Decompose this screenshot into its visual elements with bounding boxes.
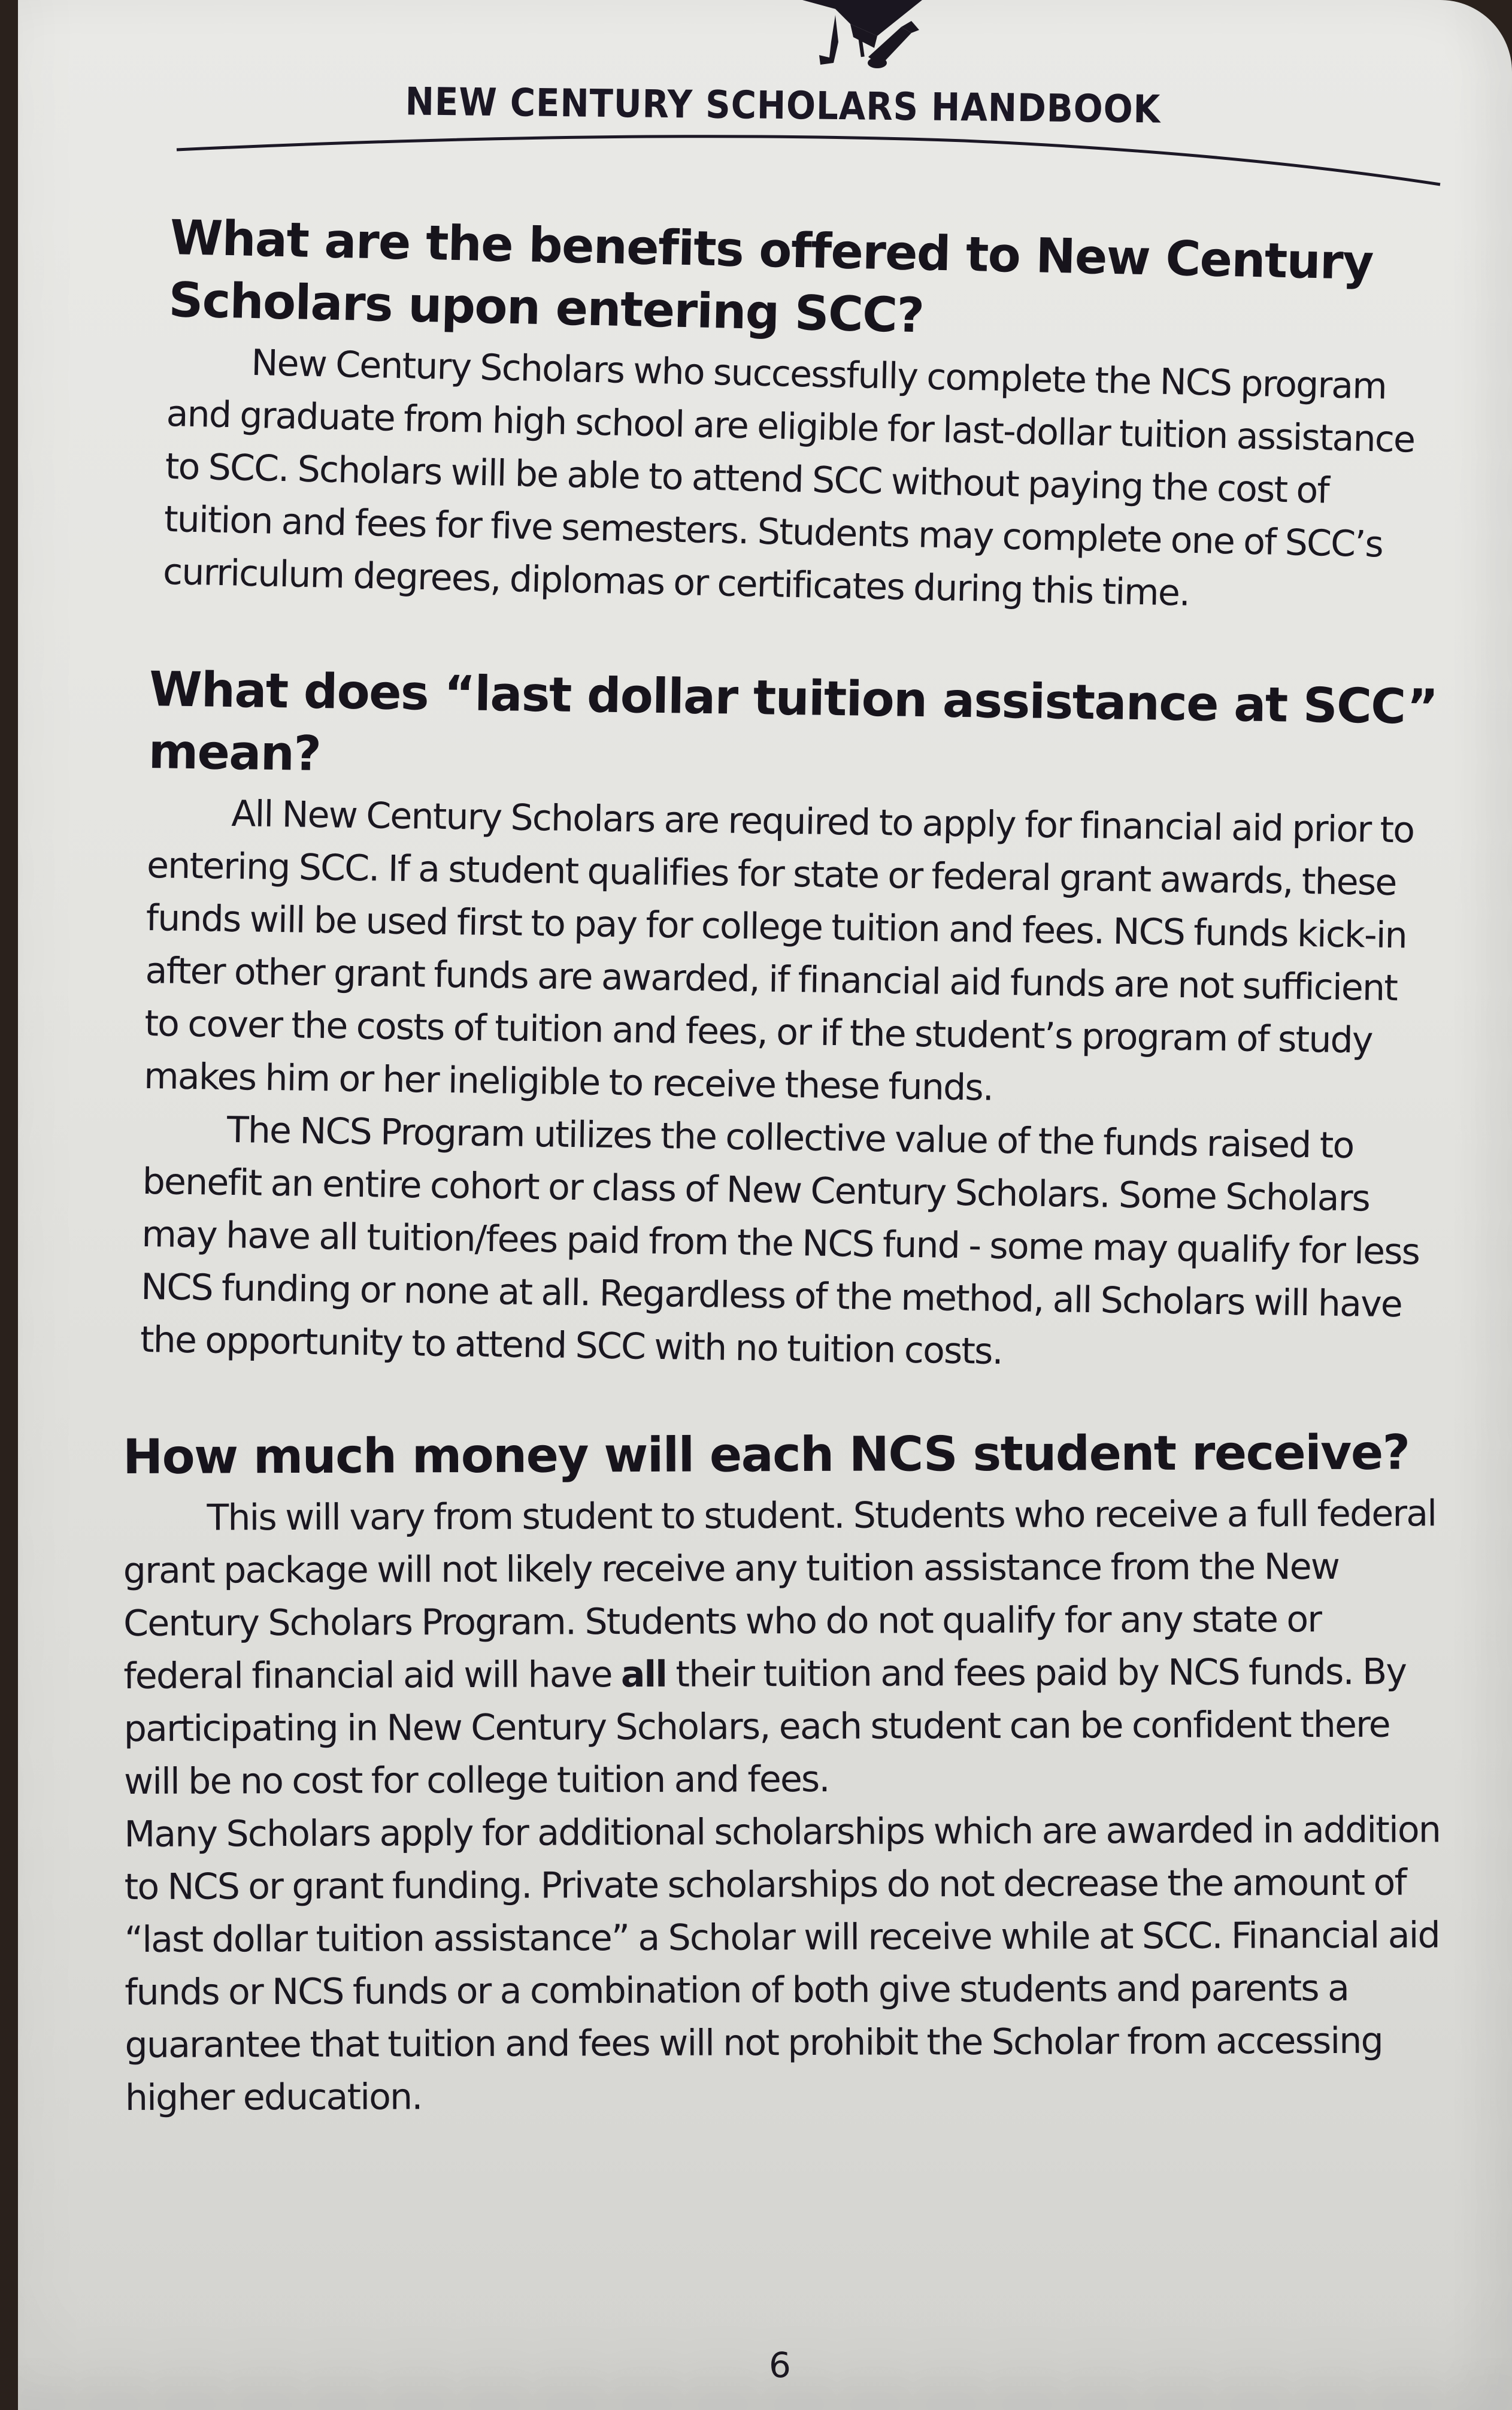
page-content bbox=[123, 207, 1440, 2184]
section-paragraph: The NCS Program utilizes the collective value of the funds raised to benefit an entire cohort or class of New Century Scholars. Some Scholars may have all tuition/fees paid from the NCS fund - some may qualify for less NCS funding or none at all. Regardless of the method, all Scholars will have the opportunity to attend SCC with no tuition costs. bbox=[140, 1109, 1420, 1373]
handbook-title: NEW CENTURY SCHOLARS HANDBOOK bbox=[405, 80, 1161, 132]
paragraph-text: This will vary from student to student. Students who receive a full federal grant package will not likely receive any tuition assistance from the New Century Scholars Program. Students who do not qualify for any state or federal financial aid will have bbox=[123, 1492, 1437, 1697]
section-money-per-student bbox=[123, 1421, 1443, 2124]
section-paragraph: Many Scholars apply for additional scholarships which are awarded in addition to NCS or grant funding. Private scholarships do not decrease the amount of “last dollar tuition assistance” a Scholar will receive while at SCC. Financial aid funds or NCS funds or a combination of both give students and parents a guarantee that tuition and fees will not prohibit the Scholar from accessing higher education. bbox=[124, 1809, 1441, 2119]
paragraph-text: their tuition and fees paid by NCS funds. By participating in New Century Scholars, each student can be confident there will be no cost for college tuition and fees. bbox=[123, 1651, 1407, 1803]
section-paragraph bbox=[123, 1487, 1441, 1808]
handbook-page bbox=[18, 0, 1512, 2410]
section-benefits bbox=[162, 207, 1440, 625]
emphasized-word: all bbox=[620, 1653, 667, 1696]
section-heading: What are the benefits offered to New Century Scholars upon entering SCC? bbox=[168, 209, 1374, 344]
page-number: 6 bbox=[769, 2345, 791, 2385]
graduation-cap-and-diploma-icon bbox=[778, 0, 934, 75]
section-heading: How much money will each NCS student receive? bbox=[123, 1424, 1410, 1485]
section-paragraph: All New Century Scholars are required to apply for financial aid prior to entering SCC. If a student qualifies for state or federal grant awards, these funds will be used first to pay for college tuition and fees. NCS funds kick-in after other grant funds are awarded, if financial aid funds are not sufficient to cover the costs of tuition and fees, or if the student’s program of study makes him or her ineligible to receive these funds. bbox=[143, 792, 1414, 1109]
section-heading: What does “last dollar tuition assistance at SCC” mean? bbox=[148, 661, 1438, 782]
section-last-dollar-meaning bbox=[140, 658, 1440, 1384]
header-curved-rule bbox=[156, 132, 1449, 204]
section-paragraph: New Century Scholars who successfully complete the NCS program and graduate from high school are eligible for last-dollar tuition assistance to SCC. Scholars will be able to attend SCC without paying the cost of tuition and fees for five semesters. Students may complete one of SCC’s curriculum degrees, diplomas or certificates during this time. bbox=[162, 341, 1415, 614]
